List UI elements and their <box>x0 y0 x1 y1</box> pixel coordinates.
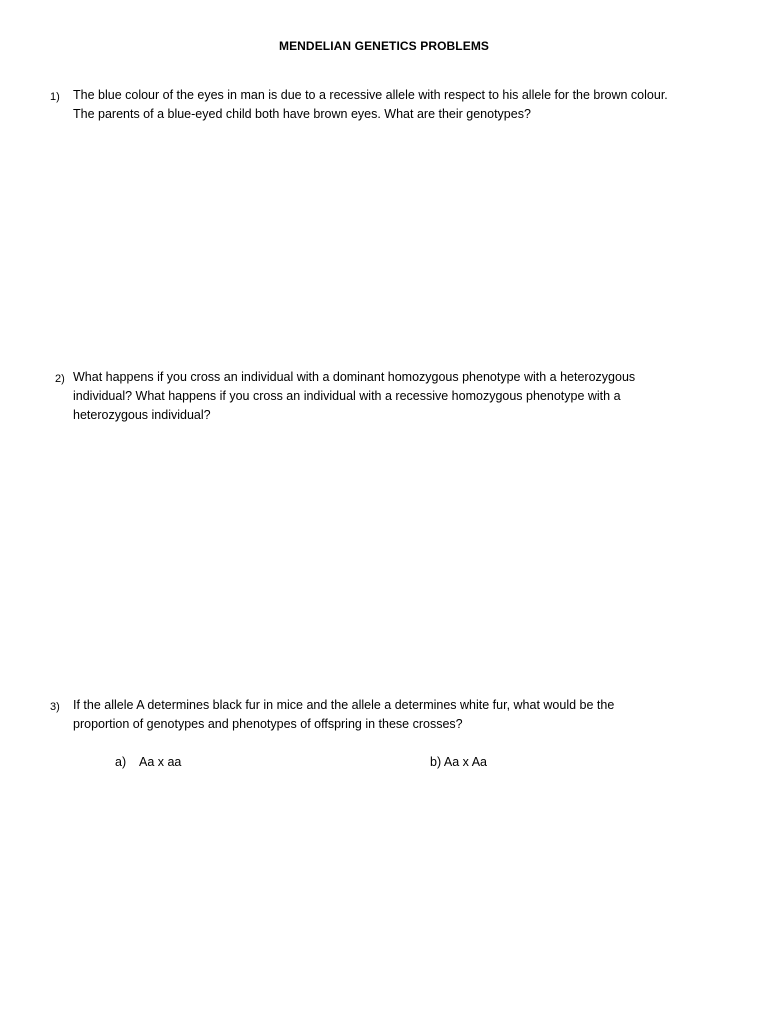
question-2-text <box>73 368 723 425</box>
question-1-number: 1) <box>50 91 60 103</box>
sub-item-a-label: a) <box>115 755 127 769</box>
question-2-line-1: What happens if you cross an individual with a dominant homozygous phenotype with a heterozygous <box>73 370 636 384</box>
question-2-line-2: individual? What happens if you cross an individual with a recessive homozygous phenotype with a <box>73 389 621 403</box>
question-3-line-1: If the allele A determines black fur in mice and the allele a determines white fur, what would be the <box>73 698 615 712</box>
question-3-number: 3) <box>50 701 60 713</box>
sub-item-b-text: b) Aa x Aa <box>430 755 487 769</box>
question-1-line-2: The parents of a blue-eyed child both have brown eyes. What are their genotypes? <box>73 107 531 121</box>
question-3-line-2: proportion of genotypes and phenotypes of offspring in these crosses? <box>73 717 463 731</box>
question-2-number: 2) <box>55 373 65 385</box>
question-1-text <box>73 86 723 124</box>
question-2-line-3: heterozygous individual? <box>73 408 211 422</box>
question-3-text <box>73 696 723 734</box>
page-title: MENDELIAN GENETICS PROBLEMS <box>278 39 490 53</box>
question-1-line-1: The blue colour of the eyes in man is due to a recessive allele with respect to his allele for the brown colour. <box>73 88 668 102</box>
sub-item-a-text: Aa x aa <box>139 755 182 769</box>
